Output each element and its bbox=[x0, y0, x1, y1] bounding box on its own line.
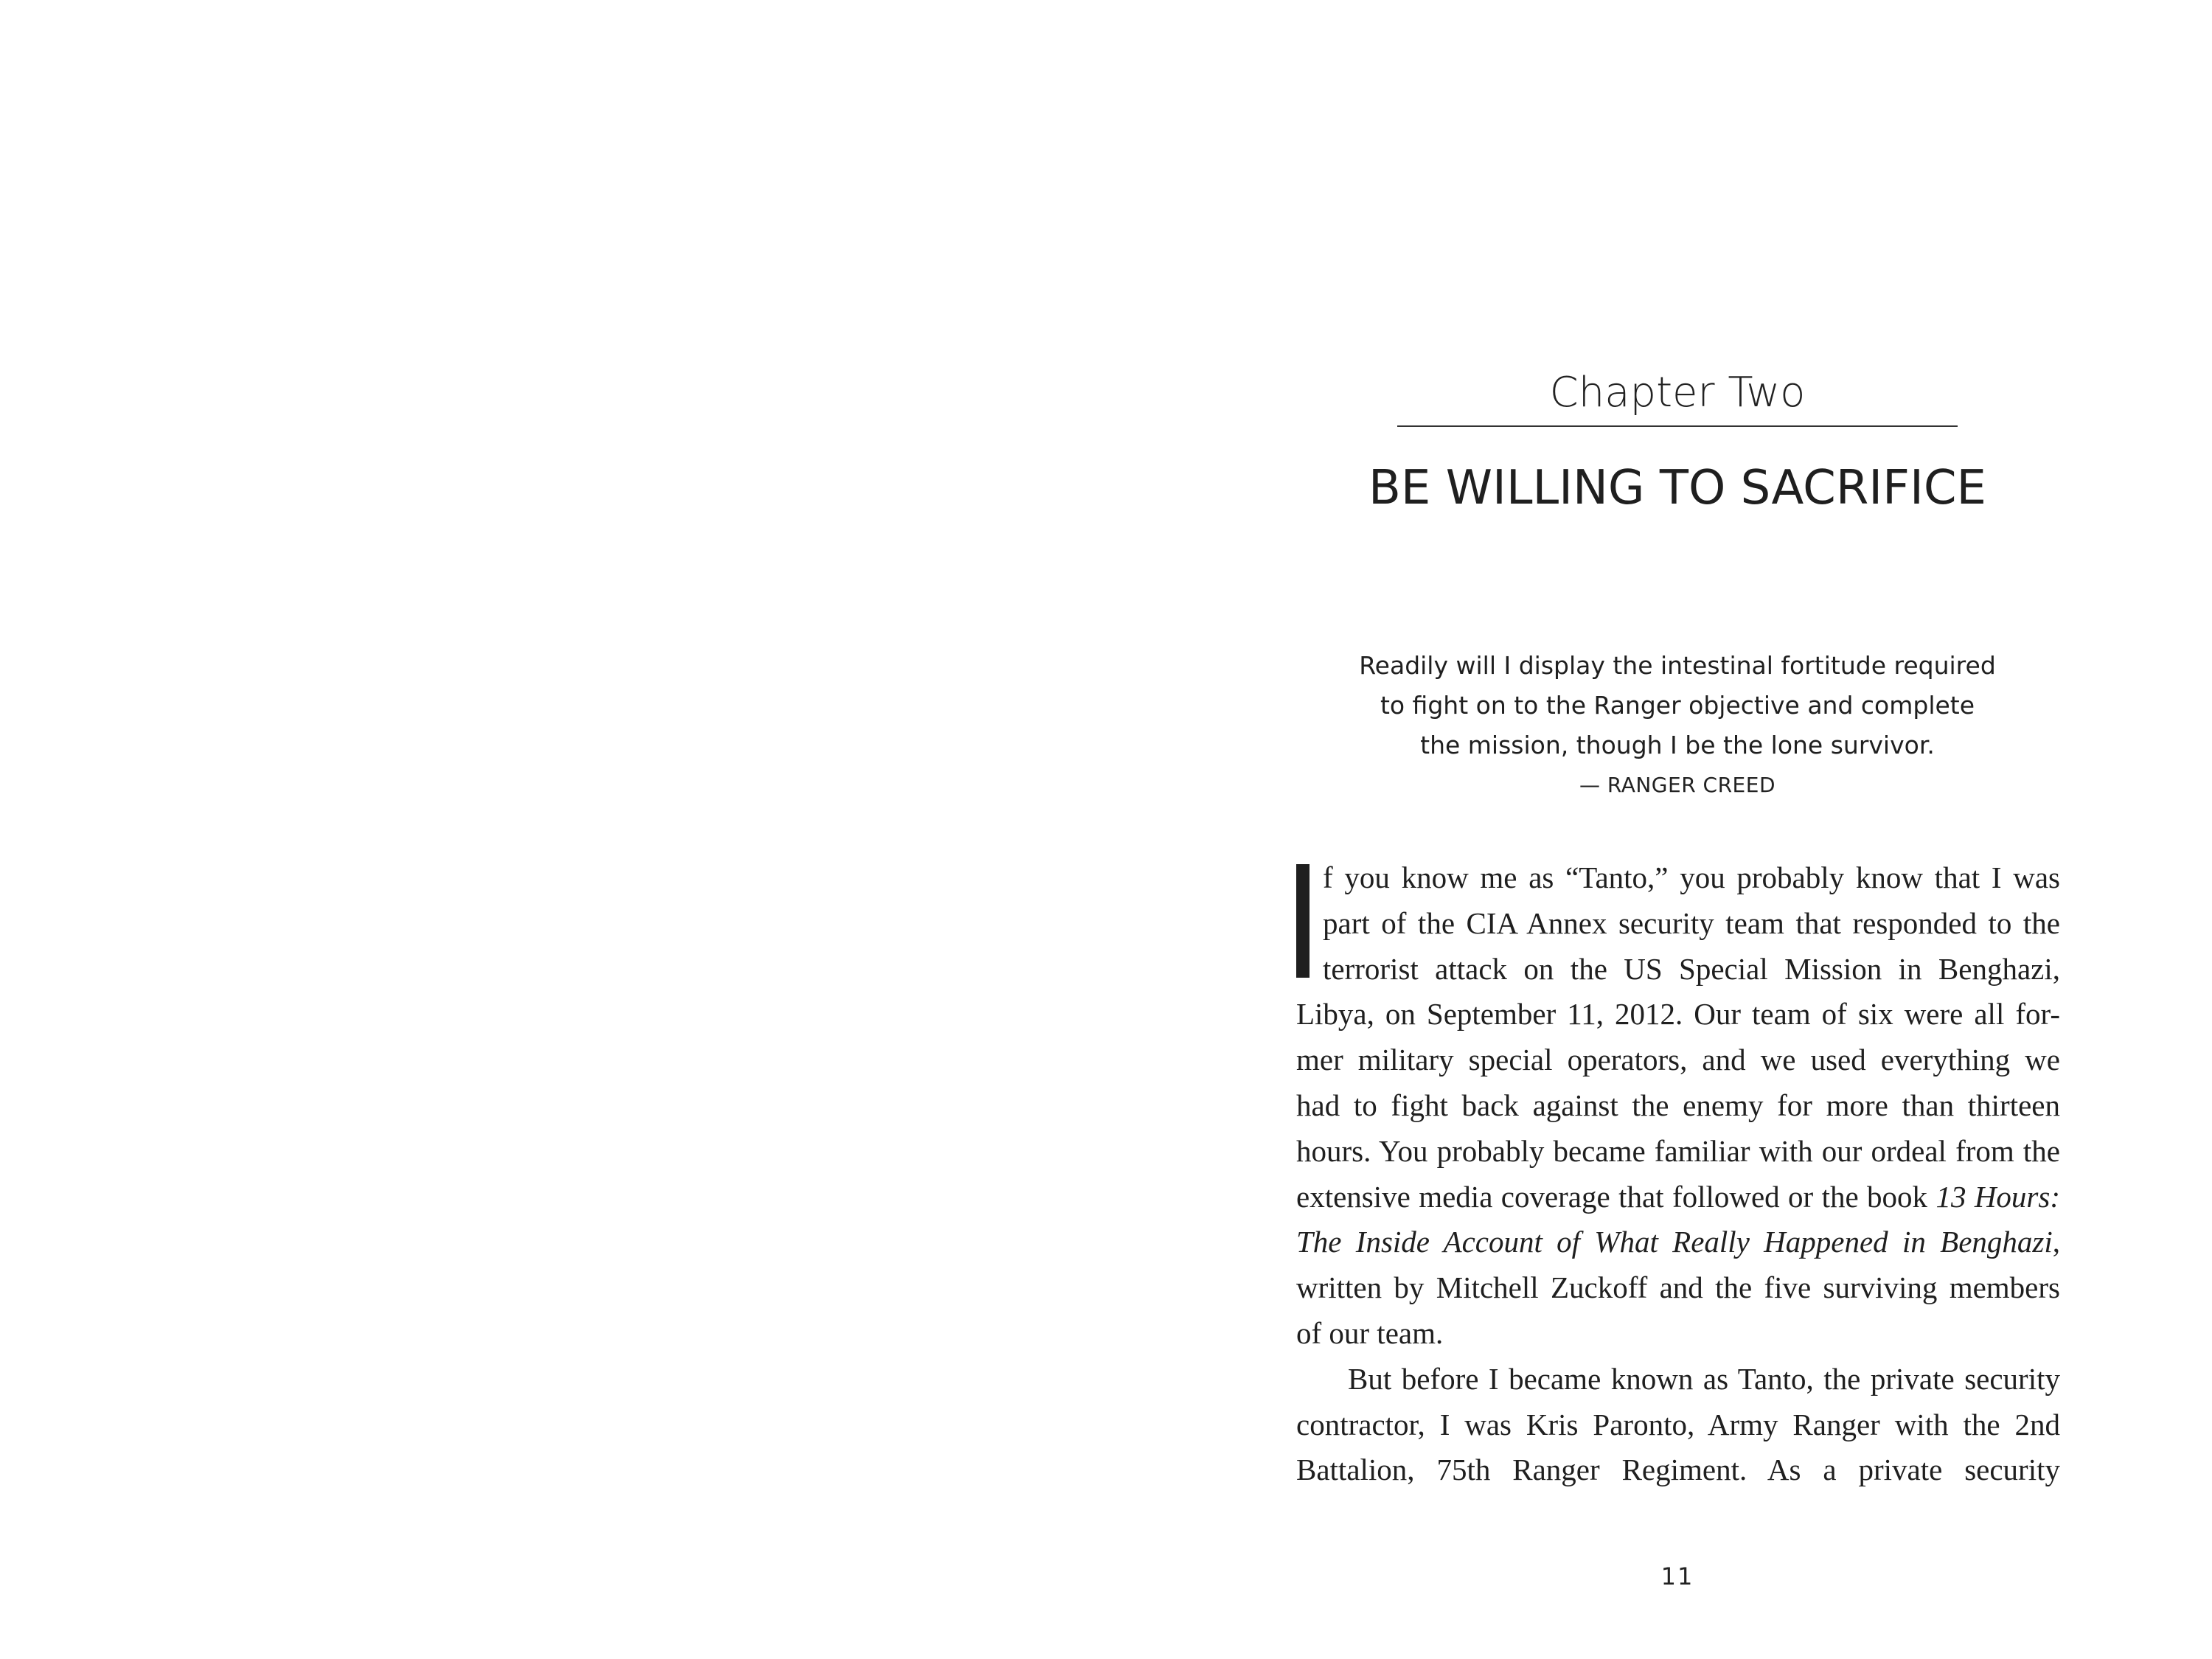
body-line: had to fight back against the enemy for more than thirteen bbox=[1296, 1088, 2060, 1122]
body-line: of our team. bbox=[1296, 1315, 1444, 1350]
body-line: But before I became known as Tanto, the private security bbox=[1348, 1361, 2060, 1396]
body-line: Libya, on September 11, 2012. Our team of six were all for- bbox=[1296, 997, 2060, 1032]
body-line: mer military special operators, and we used everything we bbox=[1296, 1043, 2060, 1077]
body-line bbox=[1296, 1220, 2060, 1265]
body-line: written by Mitchell Zuckoff and the five surviving members bbox=[1296, 1270, 2060, 1305]
epigraph-line: to fight on to the Ranger objective and complete bbox=[1380, 691, 1975, 720]
body-line: hours. You probably became familiar with our ordeal from the bbox=[1296, 1133, 2060, 1168]
book-title-italic: 13 Hours: bbox=[1935, 1179, 2060, 1214]
epigraph-line: the mission, though I be the lone survivor. bbox=[1420, 731, 1935, 759]
page-number: 11 bbox=[1660, 1562, 1694, 1590]
chapter-divider bbox=[1397, 425, 1958, 427]
chapter-title: BE WILLING TO SACRIFICE bbox=[1368, 461, 1986, 515]
body-line-text: , bbox=[2052, 1225, 2060, 1259]
epigraph-source: — RANGER CREED bbox=[1579, 773, 1775, 797]
body-line: terrorist attack on the US Special Mission in Benghazi, bbox=[1323, 951, 2060, 986]
body-line: contractor, I was Kris Paronto, Army Ranger with the 2nd bbox=[1296, 1407, 2060, 1441]
chapter-label: Chapter Two bbox=[1549, 369, 1806, 417]
body-line-text: extensive media coverage that followed or the book bbox=[1296, 1179, 1936, 1214]
right-page bbox=[1106, 0, 2212, 1659]
book-subtitle-italic: The Inside Account of What Really Happened in Benghazi bbox=[1296, 1225, 2053, 1259]
body-line bbox=[1296, 1175, 2060, 1220]
body-line: f you know me as “Tanto,” you probably know that I was bbox=[1323, 860, 2060, 894]
epigraph bbox=[1327, 646, 2028, 765]
body-line: Battalion, 75th Ranger Regiment. As a private security bbox=[1296, 1453, 2060, 1487]
chapter-body bbox=[1296, 855, 2060, 1493]
epigraph-line: Readily will I display the intestinal fortitude required bbox=[1359, 651, 1996, 680]
body-line: part of the CIA Annex security team that responded to the bbox=[1323, 905, 2060, 940]
